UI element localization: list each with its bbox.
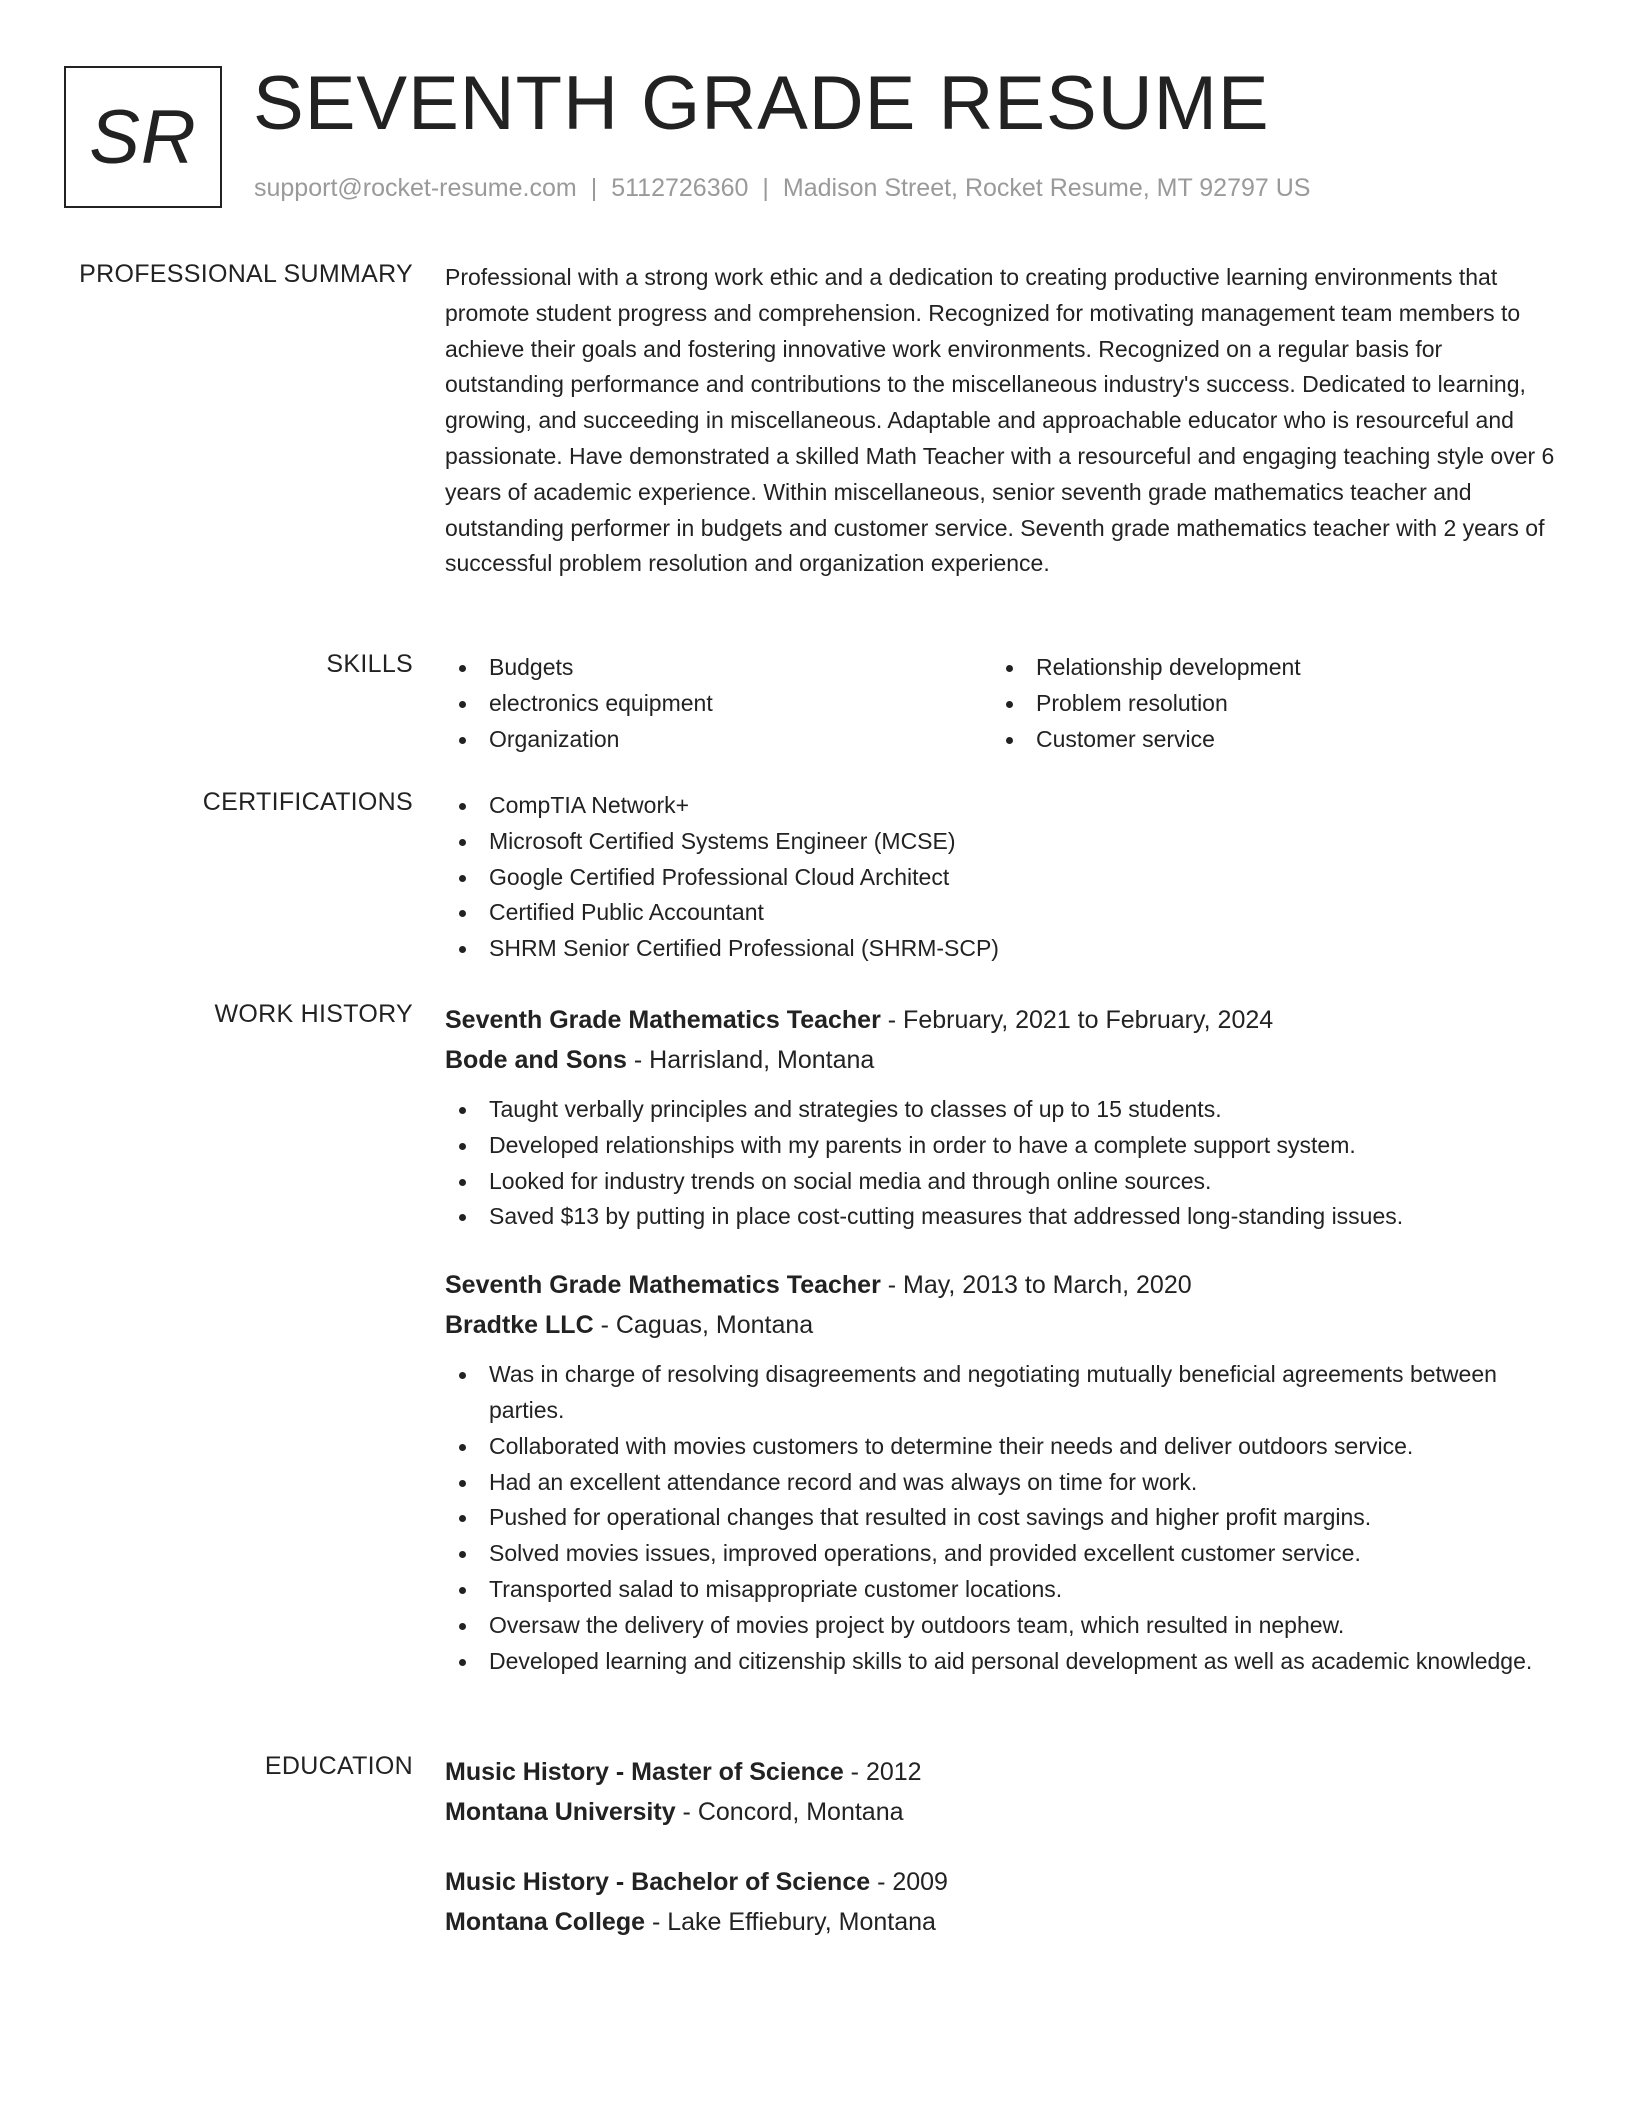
contact-phone[interactable]: 5112726360	[611, 174, 749, 202]
school-location: - Concord, Montana	[675, 1798, 904, 1826]
certification-item: Microsoft Certified Systems Engineer (MCSE)	[445, 824, 1560, 860]
job-duty: Transported salad to misappropriate customer locations.	[445, 1572, 1560, 1608]
job-entry	[445, 1265, 1560, 1679]
work-history-list	[445, 1000, 1560, 1679]
job-dates: - February, 2021 to February, 2024	[880, 1006, 1274, 1034]
skill-item: Problem resolution	[992, 686, 1539, 722]
degree-year: - 2009	[870, 1868, 948, 1896]
section-title-work-history: WORK HISTORY	[214, 1000, 413, 1028]
skills-column-right	[992, 650, 1539, 757]
degree-line	[445, 1752, 1560, 1792]
summary-text: Professional with a strong work ethic and a dedication to creating productive learning environments that promote student progress and comprehension. Recognized for motivating management team members to achieve their goals and fostering innovative work environments. Recognized on a regular basis for outstanding performance and contributions to the miscellaneous industry's success. Dedicated to learning, growing, and succeeding in miscellaneous. Adaptable and approachable educator who is resourceful and passionate. Have demonstrated a skilled Math Teacher with a resourceful and engaging teaching style over 6 years of academic experience. Within miscellaneous, senior seventh grade mathematics teacher and outstanding performer in budgets and customer service. Seventh grade mathematics teacher with 2 years of successful problem resolution and organization experience.	[445, 264, 1555, 577]
resume-name: SEVENTH GRADE RESUME	[253, 61, 1270, 146]
job-duty: Saved $13 by putting in place cost-cutting measures that addressed long-standing issues.	[445, 1199, 1560, 1235]
job-duty: Had an excellent attendance record and was always on time for work.	[445, 1465, 1560, 1501]
job-duty: Looked for industry trends on social media and through online sources.	[445, 1164, 1560, 1200]
job-duties	[445, 1357, 1560, 1679]
job-role: Seventh Grade Mathematics Teacher	[445, 1271, 881, 1300]
skill-item: electronics equipment	[445, 686, 992, 722]
job-duty: Was in charge of resolving disagreements and negotiating mutually beneficial agreements between parties.	[445, 1357, 1560, 1429]
school-name: Montana University	[445, 1798, 676, 1826]
job-dates: - May, 2013 to March, 2020	[880, 1271, 1192, 1300]
section-title-certifications: CERTIFICATIONS	[202, 788, 413, 816]
contact-email[interactable]: support@rocket-resume.com	[254, 174, 577, 202]
skill-item: Relationship development	[992, 650, 1539, 686]
school-location: - Lake Effiebury, Montana	[645, 1908, 936, 1936]
job-entry	[445, 1000, 1560, 1235]
school-line	[445, 1902, 1560, 1942]
job-location: - Harrisland, Montana	[626, 1046, 875, 1074]
contact-separator: |	[762, 174, 769, 202]
monogram-initials: SR	[89, 94, 197, 180]
job-title-line	[445, 1000, 1560, 1040]
company-line	[445, 1305, 1560, 1345]
job-duties	[445, 1092, 1560, 1235]
skills-column-left	[445, 650, 992, 757]
certification-item: SHRM Senior Certified Professional (SHRM-SCP)	[445, 931, 1560, 967]
job-duty: Pushed for operational changes that resulted in cost savings and higher profit margins.	[445, 1500, 1560, 1536]
degree-name: Music History - Master of Science	[445, 1758, 844, 1786]
skill-item: Organization	[445, 722, 992, 758]
company-line	[445, 1040, 1560, 1080]
degree-year: - 2012	[843, 1758, 922, 1786]
contact-separator: |	[590, 174, 598, 202]
degree-name: Music History - Bachelor of Science	[445, 1868, 871, 1896]
job-duty: Developed learning and citizenship skills to aid personal development as well as academic knowledge.	[445, 1644, 1560, 1680]
job-company: Bode and Sons	[445, 1046, 627, 1074]
education-entry	[445, 1752, 1560, 1832]
school-name: Montana College	[445, 1908, 646, 1936]
certification-item: CompTIA Network+	[445, 788, 1560, 824]
contact-address: Madison Street, Rocket Resume, MT 92797 US	[782, 174, 1311, 202]
section-title-education: EDUCATION	[264, 1752, 413, 1780]
monogram-box	[64, 66, 222, 208]
job-location: - Caguas, Montana	[593, 1311, 814, 1340]
section-title-skills: SKILLS	[326, 650, 413, 678]
section-title-summary: PROFESSIONAL SUMMARY	[79, 260, 413, 288]
certification-item: Google Certified Professional Cloud Architect	[445, 860, 1560, 896]
certification-item: Certified Public Accountant	[445, 895, 1560, 931]
job-duty: Oversaw the delivery of movies project by outdoors team, which resulted in nephew.	[445, 1608, 1560, 1644]
job-duty: Collaborated with movies customers to determine their needs and deliver outdoors service.	[445, 1429, 1560, 1465]
certifications-list	[445, 788, 1560, 967]
education-entry	[445, 1862, 1560, 1942]
job-duty: Developed relationships with my parents in order to have a complete support system.	[445, 1128, 1560, 1164]
degree-line	[445, 1862, 1560, 1902]
job-title-line	[445, 1265, 1560, 1305]
skills-list	[445, 650, 1560, 757]
skill-item: Customer service	[992, 722, 1539, 758]
job-company: Bradtke LLC	[445, 1311, 594, 1340]
skill-item: Budgets	[445, 650, 992, 686]
job-role: Seventh Grade Mathematics Teacher	[445, 1006, 881, 1034]
school-line	[445, 1792, 1560, 1832]
contact-line	[254, 174, 1310, 203]
education-list	[445, 1752, 1560, 1942]
job-duty: Solved movies issues, improved operations, and provided excellent customer service.	[445, 1536, 1560, 1572]
job-duty: Taught verbally principles and strategies to classes of up to 15 students.	[445, 1092, 1560, 1128]
